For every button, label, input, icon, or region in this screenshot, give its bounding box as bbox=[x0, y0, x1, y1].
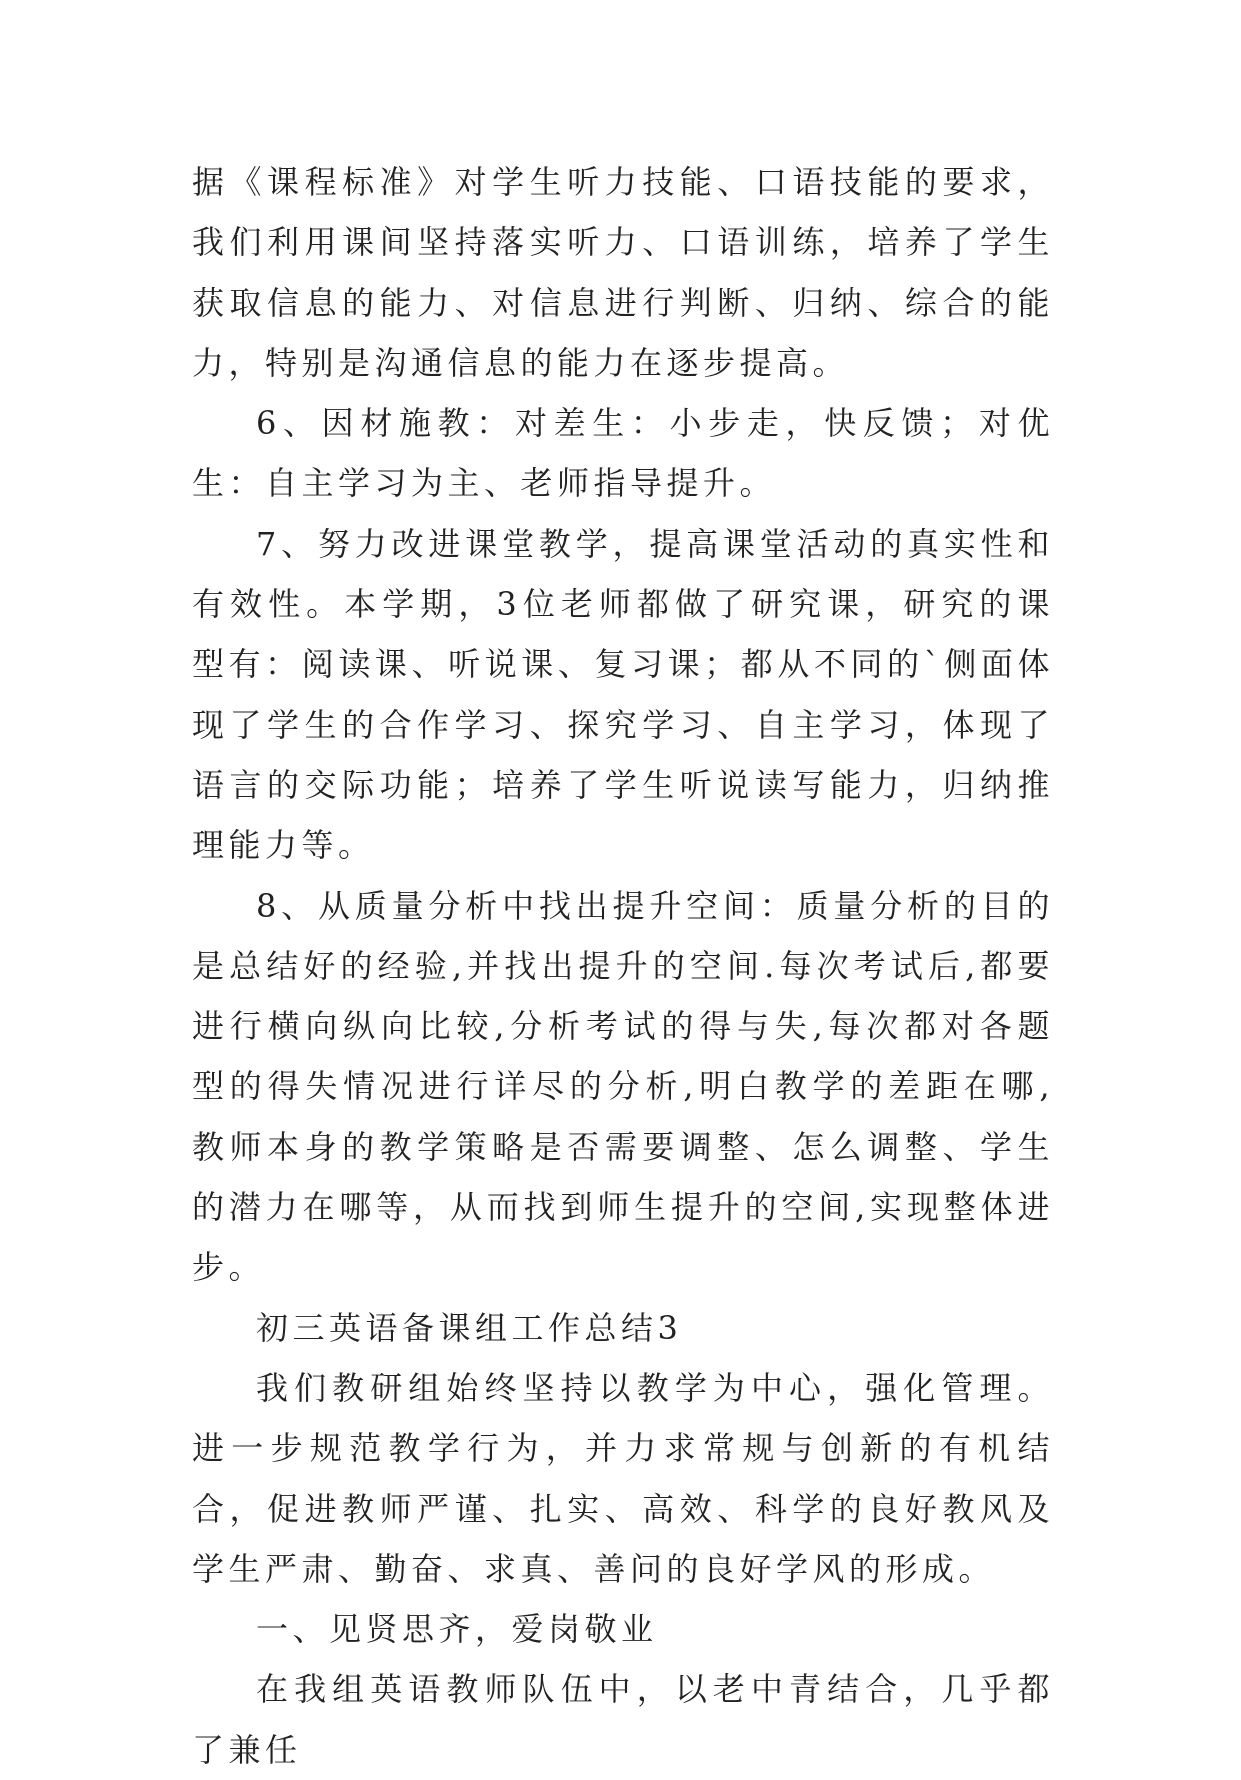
document-body bbox=[192, 152, 1054, 1780]
section-heading-1: 一、见贤思齐，爱岗敬业 bbox=[256, 1610, 658, 1649]
paragraph-item-7: 7、努力改进课堂教学，提高课堂活动的真实性和有效性。本学期，3位老师都做了研究课，研究的课型有：阅读课、听说课、复习课；都从不同的`侧面体现了学生的合作学习、探究学习、自主学习，体现了语言的交际功能；培养了学生听说读写能力，归纳推理能力等。 bbox=[192, 524, 1054, 865]
paragraph-listening-speaking: 据《课程标准》对学生听力技能、口语技能的要求，我们利用课间坚持落实听力、口语训练，培养了学生获取信息的能力、对信息进行判断、归纳、综合的能力，特别是沟通信息的能力在逐步提高。 bbox=[192, 163, 1054, 382]
paragraph-item-8: 8、从质量分析中找出提升空间：质量分析的目的是总结好的经验,并找出提升的空间.每次考试后,都要进行横向纵向比较,分析考试的得与失,每次都对各题型的得失情况进行详尽的分析,明白教学的差距在哪,教师本身的教学策略是否需要调整、怎么调整、学生的潜力在哪等，从而找到师生提升的空间,实现整体进步。 bbox=[192, 886, 1054, 1287]
section-title: 初三英语备课组工作总结3 bbox=[256, 1308, 683, 1347]
paragraph-team: 在我组英语教师队伍中，以老中青结合，几乎都了兼任 bbox=[192, 1670, 1054, 1769]
paragraph-item-6: 6、因材施教：对差生：小步走，快反馈；对优生：自主学习为主、老师指导提升。 bbox=[192, 404, 1054, 503]
paragraph-intro: 我们教研组始终坚持以教学为中心，强化管理。进一步规范教学行为，并力求常规与创新的有机结合，促进教师严谨、扎实、高效、科学的良好教风及学生严肃、勤奋、求真、善问的良好学风的形成。 bbox=[192, 1368, 1054, 1588]
